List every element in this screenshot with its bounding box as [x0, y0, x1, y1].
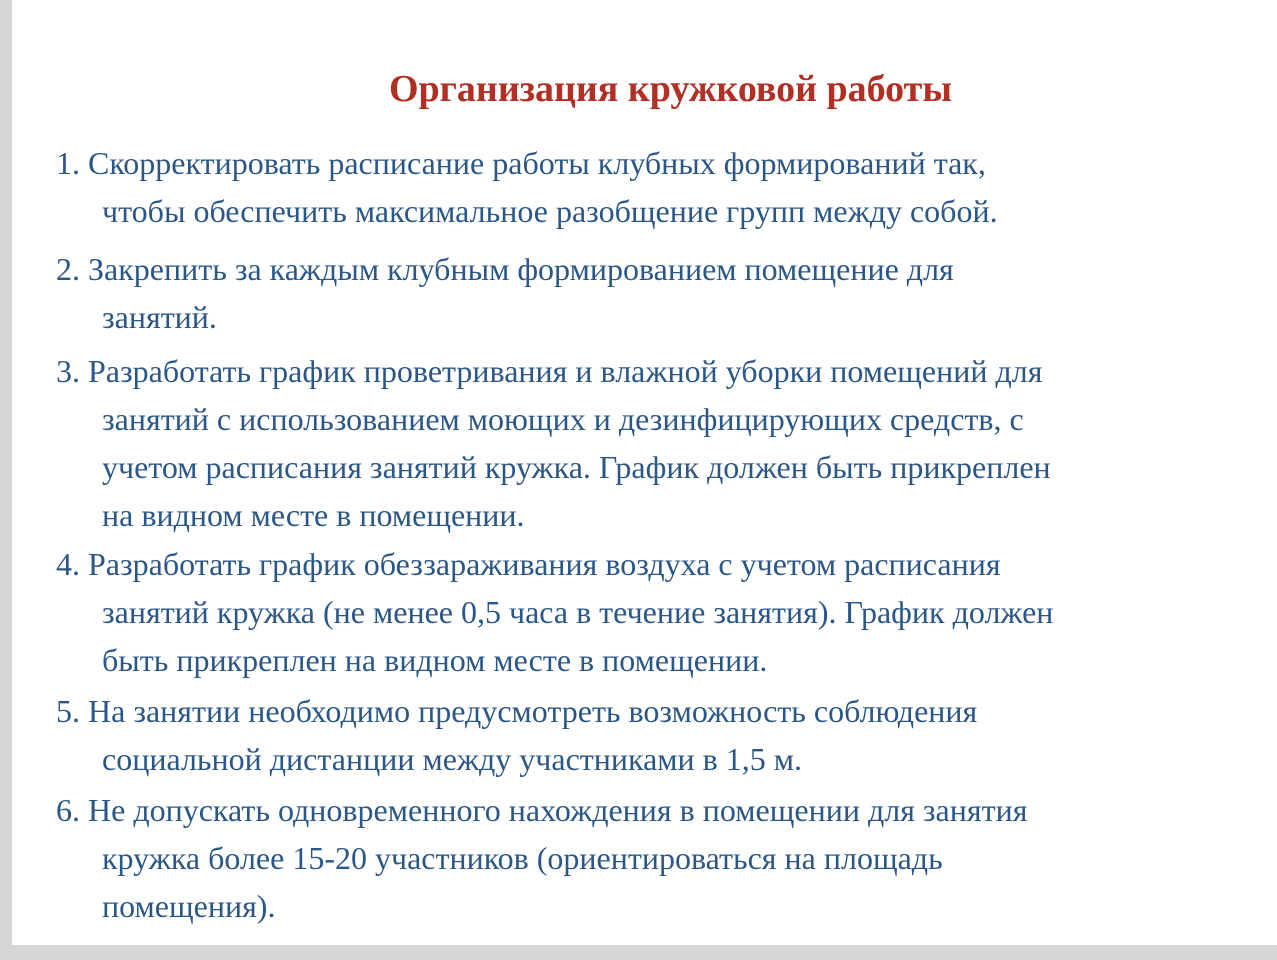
list-item-3-line-1: 3. Разработать график проветривания и влажной уборки помещений для: [56, 353, 1043, 389]
slide: [12, 0, 1277, 945]
list-item-3-line-3: учетом расписания занятий кружка. График должен быть прикреплен: [102, 449, 1051, 485]
list-item-4-line-2: занятий кружка (не менее 0,5 часа в течение занятия). График должен: [102, 594, 1054, 630]
list-item-2-line-1: 2. Закрепить за каждым клубным формированием помещение для: [56, 251, 954, 287]
list-item-6-line-2: кружка более 15-20 участников (ориентироваться на площадь: [102, 840, 943, 876]
list-item-1: [56, 139, 1266, 235]
list-item-2-line-2: занятий.: [102, 299, 217, 335]
list-item-5-line-1: 5. На занятии необходимо предусмотреть возможность соблюдения: [56, 693, 978, 729]
list-item-4-line-3: быть прикреплен на видном месте в помещении.: [102, 642, 768, 678]
list-item-3-line-2: занятий с использованием моющих и дезинфицирующих средств, с: [102, 401, 1024, 437]
slide-title: Организация кружковой работы: [388, 68, 952, 110]
list-item-3: [56, 347, 1266, 539]
list-item-3-line-4: на видном месте в помещении.: [102, 497, 525, 533]
list-item-6-line-3: помещения).: [102, 888, 276, 924]
list-item-5-line-2: социальной дистанции между участниками в 1,5 м.: [102, 741, 803, 777]
list-item-6: [56, 786, 1266, 930]
list-item-2: [56, 245, 1266, 341]
list-item-4-line-1: 4. Разработать график обеззараживания воздуха с учетом расписания: [56, 546, 1001, 582]
list-item-1-line-2: чтобы обеспечить максимальное разобщение групп между собой.: [102, 193, 998, 229]
list-item-5: [56, 687, 1266, 783]
list-item-6-line-1: 6. Не допускать одновременного нахождения в помещении для занятия: [56, 792, 1028, 828]
list-item-4: [56, 540, 1266, 684]
list-item-1-line-1: 1. Скорректировать расписание работы клубных формирований так,: [56, 145, 986, 181]
